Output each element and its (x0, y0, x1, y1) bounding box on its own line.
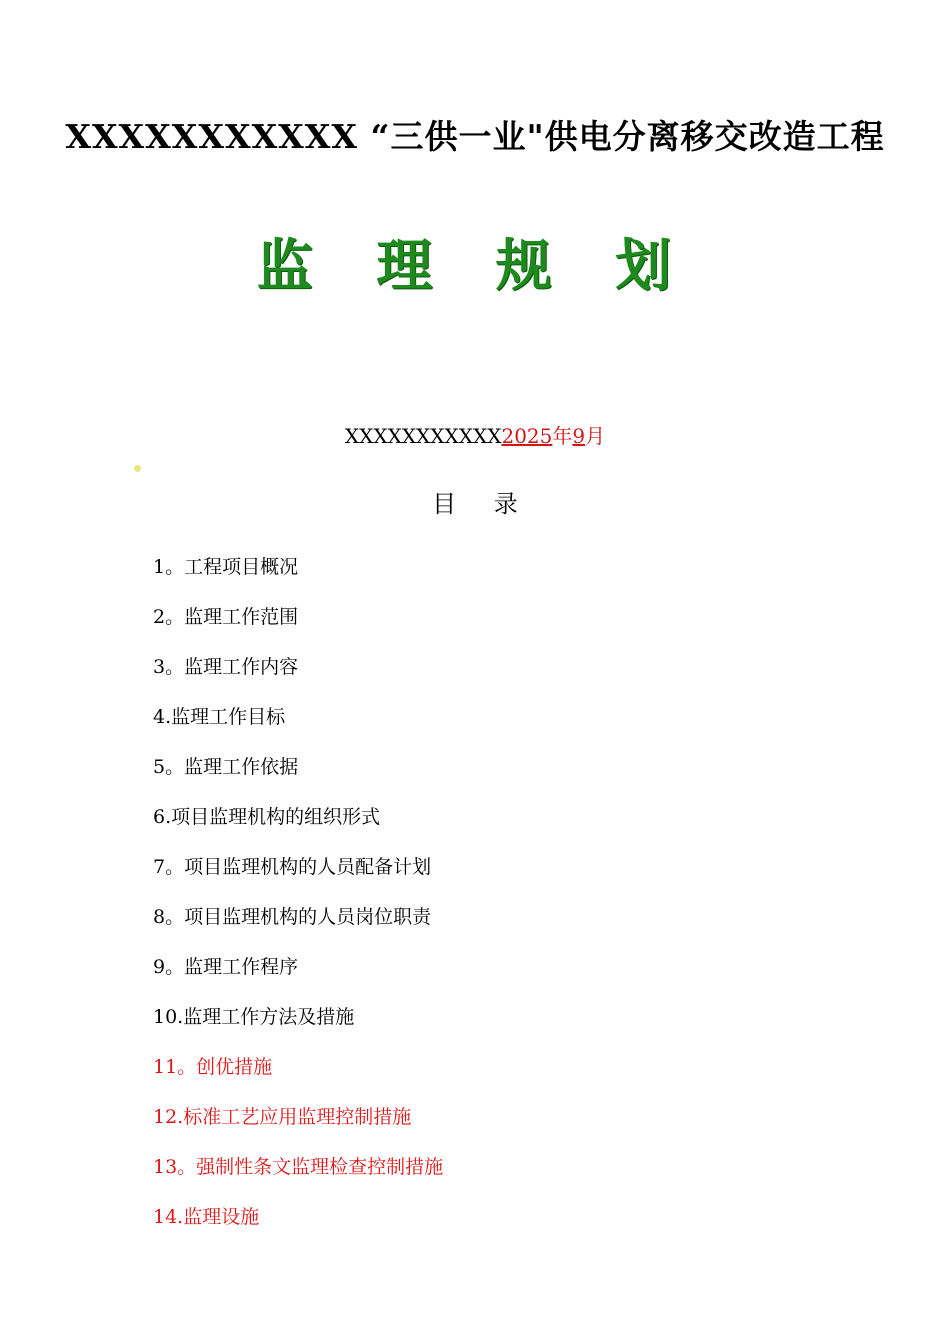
toc-item[interactable]: 11。创优措施 (153, 1056, 273, 1078)
date-month: 9 (572, 424, 586, 448)
toc-item[interactable]: 7。项目监理机构的人员配备计划 (153, 856, 432, 878)
toc-item[interactable]: 12.标准工艺应用监理控制措施 (153, 1106, 412, 1128)
date-line (0, 420, 950, 452)
toc-item[interactable]: 3。监理工作内容 (153, 656, 299, 678)
toc-item[interactable]: 4.监理工作目标 (153, 706, 286, 728)
dot-marker (134, 465, 141, 472)
table-of-contents (153, 550, 443, 1250)
toc-item[interactable]: 9。监理工作程序 (153, 956, 299, 978)
toc-heading: 目 录 (432, 490, 518, 518)
toc-item[interactable]: 5。监理工作依据 (153, 756, 299, 778)
toc-item[interactable]: 14.监理设施 (153, 1206, 260, 1228)
document-type-heading: 监 理 规 划 (256, 233, 694, 299)
date-month-unit: 月 (585, 424, 606, 448)
organization-name: XXXXXXXXXXX (344, 424, 502, 448)
date-year: 2025 (501, 424, 553, 448)
toc-item[interactable]: 8。项目监理机构的人员岗位职责 (153, 906, 432, 928)
date-year-unit: 年 (552, 424, 573, 448)
toc-item[interactable]: 13。强制性条文监理检查控制措施 (153, 1156, 444, 1178)
toc-item[interactable]: 6.项目监理机构的组织形式 (153, 806, 381, 828)
document-title: XXXXXXXXXXX “三供一业"供电分离移交改造工程 (65, 117, 885, 156)
toc-item[interactable]: 10.监理工作方法及措施 (153, 1006, 355, 1028)
toc-item[interactable]: 1。工程项目概况 (153, 556, 299, 578)
toc-item[interactable]: 2。监理工作范围 (153, 606, 299, 628)
